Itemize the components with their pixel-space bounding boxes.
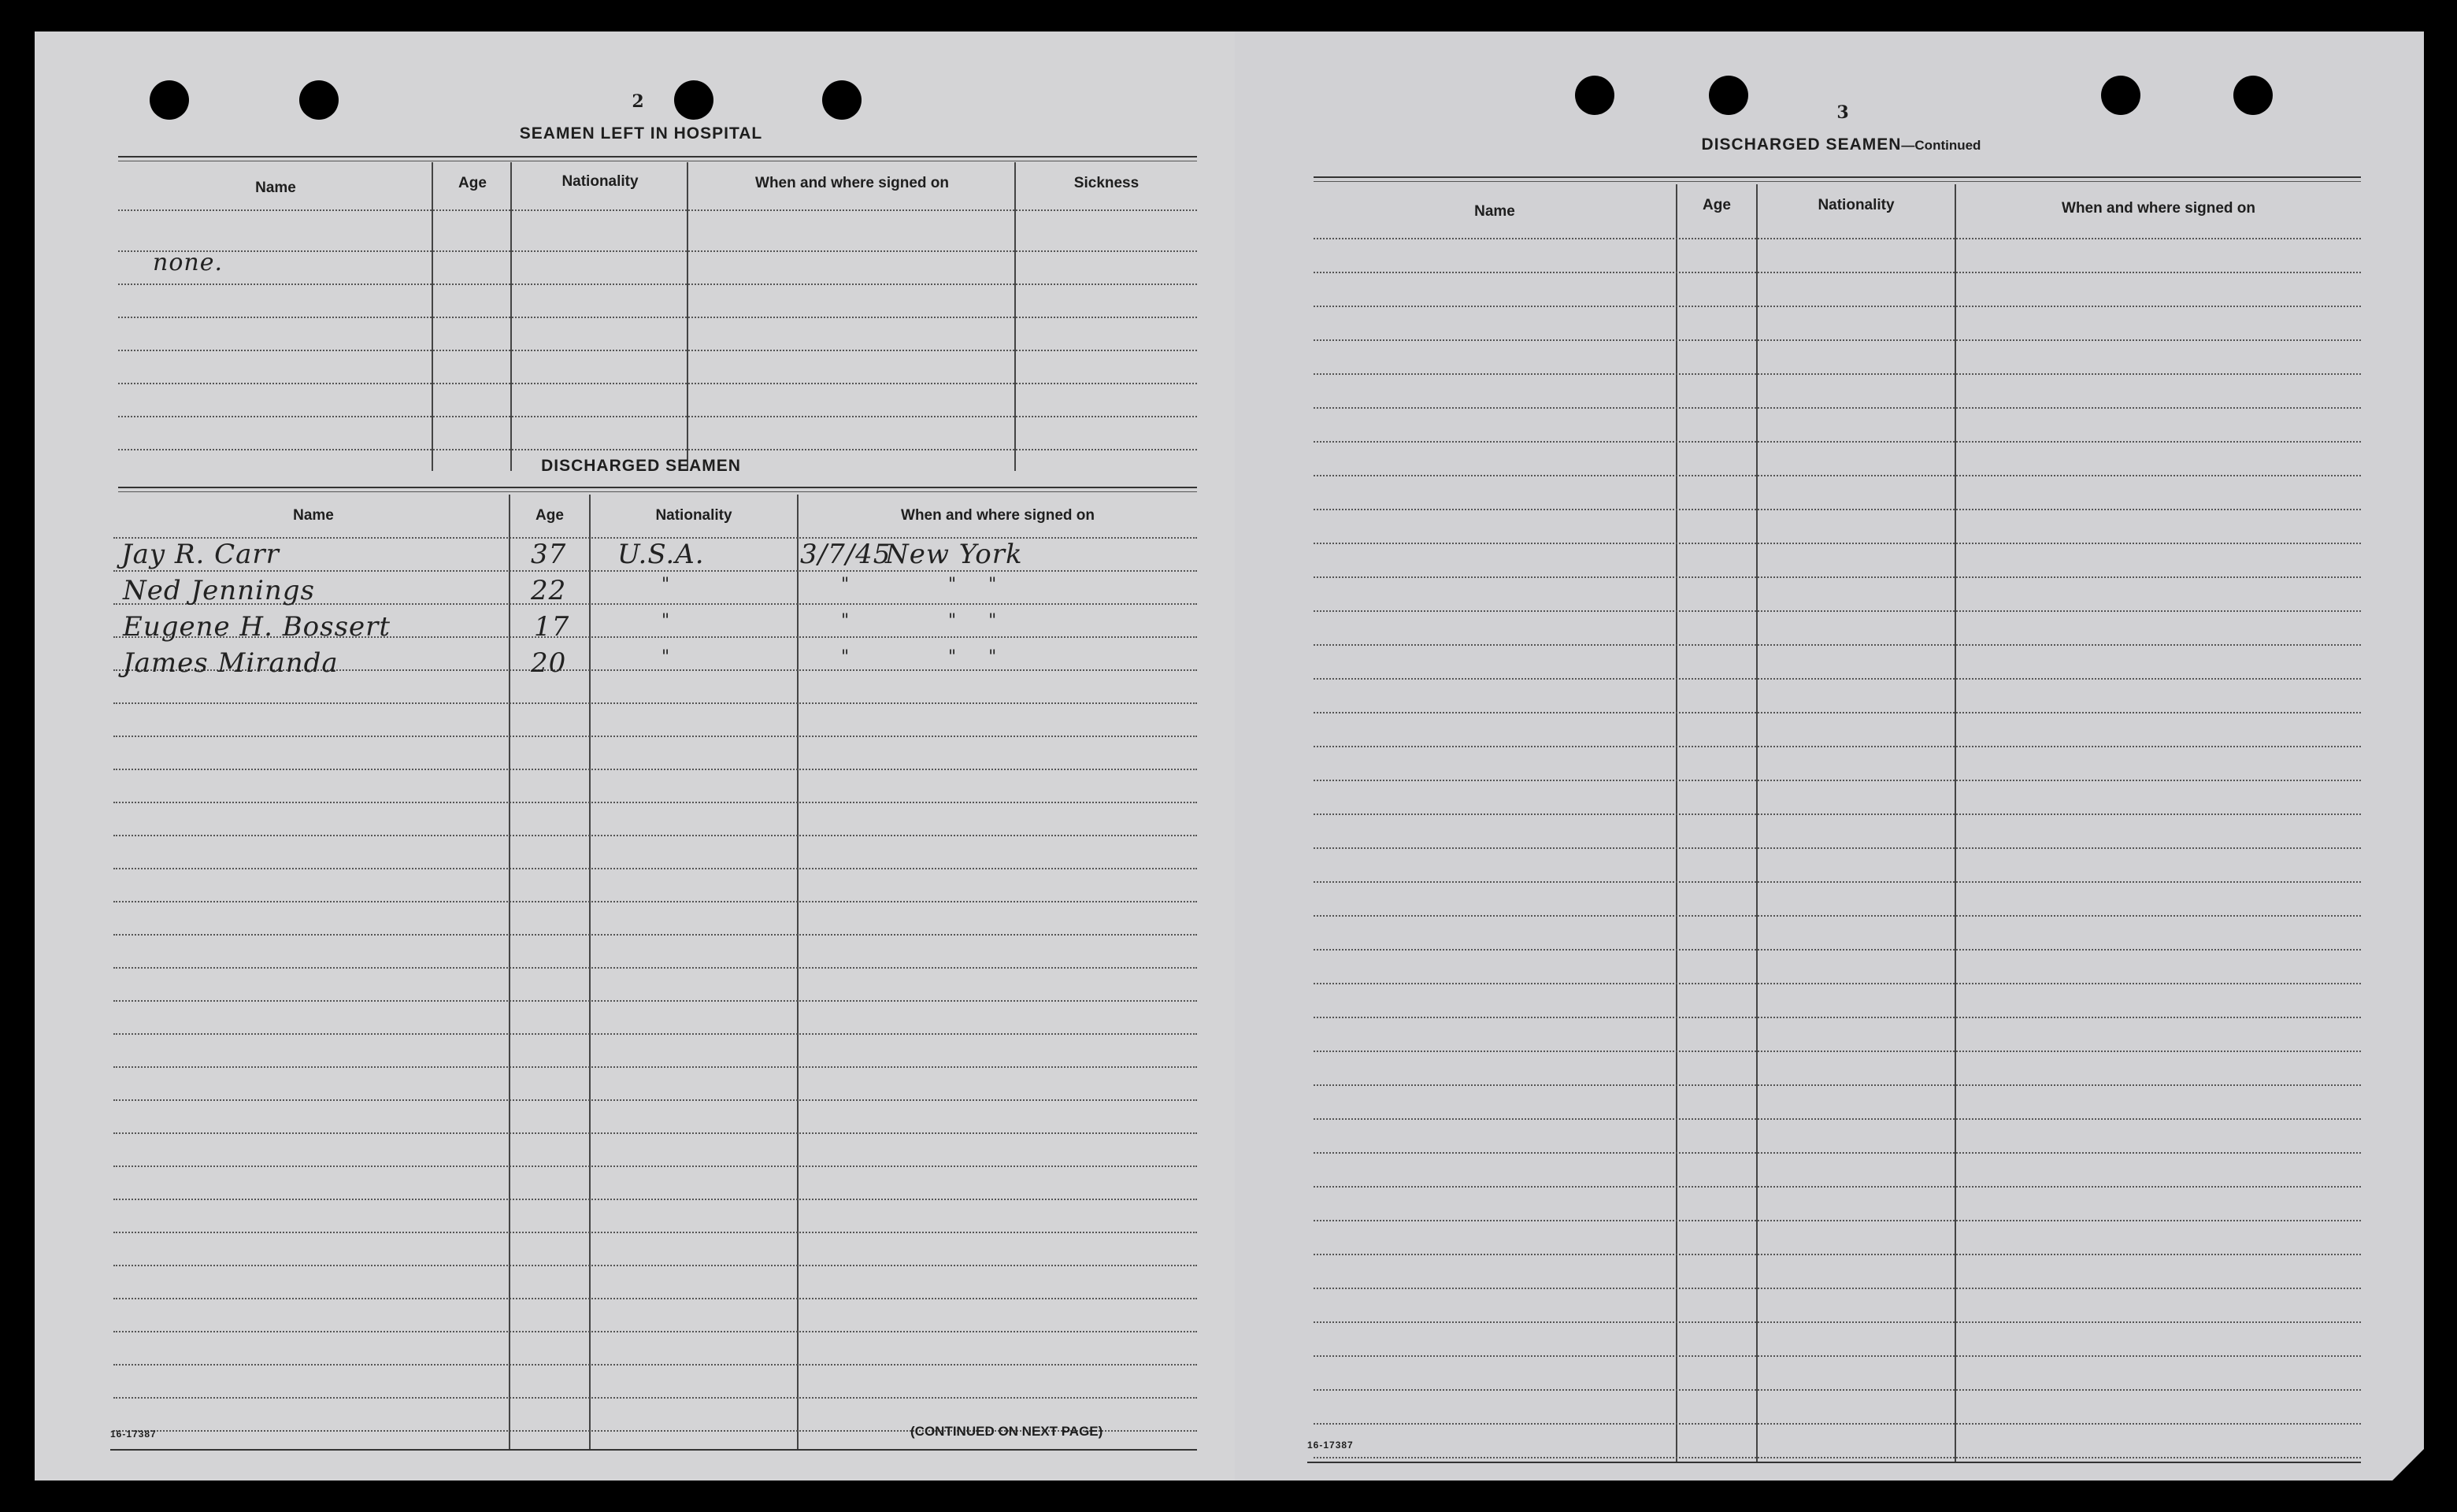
entry-name: Eugene H. Bossert bbox=[123, 611, 391, 643]
row-line bbox=[113, 702, 1197, 704]
row-line bbox=[113, 1364, 1197, 1366]
row-line bbox=[118, 449, 1197, 450]
punch-hole bbox=[1575, 76, 1614, 115]
row-line bbox=[113, 1066, 1197, 1068]
row-line bbox=[1314, 1457, 2361, 1458]
row-line bbox=[1314, 813, 2361, 815]
col-header-age: Age bbox=[536, 507, 564, 524]
row-line bbox=[113, 1265, 1197, 1266]
col-header-sickness: Sickness bbox=[1073, 175, 1140, 191]
col-header-when-where: When and where signed on bbox=[755, 175, 949, 191]
punch-hole bbox=[150, 80, 189, 120]
row-line bbox=[113, 901, 1197, 902]
row-line bbox=[118, 350, 1197, 351]
row-line bbox=[1314, 1152, 2361, 1154]
entry-date: 3/7/45 bbox=[800, 539, 891, 570]
entry-age: 22 bbox=[531, 575, 567, 606]
table-top-rule bbox=[1314, 176, 2361, 178]
entry-nationality: " bbox=[662, 611, 671, 631]
row-line bbox=[1314, 339, 2361, 341]
row-line bbox=[1314, 983, 2361, 984]
row-line bbox=[1314, 1288, 2361, 1289]
col-header-name: Name bbox=[1474, 203, 1515, 220]
col-header-when-where: When and where signed on bbox=[2062, 200, 2255, 217]
row-line bbox=[113, 868, 1197, 869]
column-divider bbox=[1676, 184, 1677, 1462]
entry-age: 17 bbox=[534, 611, 570, 643]
row-line bbox=[118, 416, 1197, 417]
table-bottom-rule bbox=[110, 1449, 1197, 1451]
row-line bbox=[1314, 1423, 2361, 1425]
row-line bbox=[113, 1331, 1197, 1332]
entry-date: " bbox=[841, 611, 850, 631]
row-line bbox=[1314, 1186, 2361, 1188]
hospital-section-title: SEAMEN LEFT IN HOSPITAL bbox=[519, 124, 763, 143]
row-line bbox=[113, 802, 1197, 803]
row-line bbox=[113, 934, 1197, 936]
col-header-age: Age bbox=[1703, 197, 1731, 213]
row-line bbox=[113, 1033, 1197, 1035]
row-line bbox=[118, 383, 1197, 384]
row-line bbox=[113, 1132, 1197, 1134]
entry-nationality: U.S.A. bbox=[617, 539, 705, 570]
column-divider bbox=[1955, 184, 1956, 1462]
row-line bbox=[113, 835, 1197, 836]
table-top-rule bbox=[1314, 181, 2361, 182]
row-line bbox=[1314, 1118, 2361, 1120]
entry-place: " " bbox=[948, 575, 998, 595]
punch-hole bbox=[2101, 76, 2140, 115]
row-line bbox=[1314, 1220, 2361, 1221]
row-line bbox=[1314, 475, 2361, 476]
col-header-nationality: Nationality bbox=[1818, 197, 1895, 213]
row-line bbox=[1314, 1254, 2361, 1255]
punch-hole bbox=[1709, 76, 1748, 115]
entry-place: New York bbox=[885, 539, 1023, 570]
entry-nationality: " bbox=[662, 647, 671, 667]
row-line bbox=[1314, 407, 2361, 409]
hospital-entry-none: none. bbox=[153, 249, 223, 276]
table-top-rule bbox=[118, 156, 1197, 158]
row-line bbox=[1314, 780, 2361, 781]
entry-place: " " bbox=[948, 647, 998, 667]
row-line bbox=[113, 1166, 1197, 1167]
col-header-age: Age bbox=[458, 175, 487, 191]
col-header-name: Name bbox=[293, 507, 334, 524]
row-line bbox=[1314, 915, 2361, 917]
page-number: 3 bbox=[1836, 102, 1849, 123]
col-header-when-where: When and where signed on bbox=[901, 507, 1095, 524]
page-curl bbox=[2392, 1449, 2424, 1480]
row-line bbox=[1314, 576, 2361, 578]
punch-hole bbox=[2233, 76, 2273, 115]
row-line bbox=[1314, 949, 2361, 951]
row-line bbox=[113, 1000, 1197, 1002]
row-line bbox=[1314, 1017, 2361, 1018]
row-line bbox=[113, 967, 1197, 969]
row-line bbox=[1314, 1051, 2361, 1052]
form-number: 16-17387 bbox=[110, 1429, 157, 1440]
entry-name: Jay R. Carr bbox=[121, 539, 280, 570]
right-page bbox=[1235, 32, 2424, 1480]
entry-age: 20 bbox=[531, 647, 567, 679]
row-line bbox=[1314, 746, 2361, 747]
discharged-section-title: DISCHARGED SEAMEN bbox=[541, 457, 741, 475]
form-number: 16-17387 bbox=[1307, 1440, 1354, 1451]
table-bottom-rule bbox=[1307, 1462, 2361, 1463]
row-line bbox=[1314, 644, 2361, 646]
row-line bbox=[113, 1099, 1197, 1101]
continued-note: (CONTINUED ON NEXT PAGE) bbox=[910, 1424, 1103, 1439]
col-header-nationality: Nationality bbox=[655, 507, 732, 524]
row-line bbox=[113, 1199, 1197, 1200]
col-header-name: Name bbox=[255, 180, 296, 196]
entry-date: " bbox=[841, 575, 850, 595]
row-line bbox=[1314, 306, 2361, 307]
discharged-continued-title: DISCHARGED SEAMEN—Continued bbox=[1701, 135, 1981, 154]
col-header-nationality: Nationality bbox=[561, 173, 639, 190]
row-line bbox=[118, 284, 1197, 285]
entry-date: " bbox=[841, 647, 850, 667]
left-page bbox=[35, 32, 1238, 1480]
row-line bbox=[1314, 1084, 2361, 1086]
row-line bbox=[1314, 678, 2361, 680]
column-divider bbox=[1756, 184, 1758, 1462]
row-line bbox=[1314, 1389, 2361, 1391]
row-line bbox=[113, 769, 1197, 770]
entry-name: Ned Jennings bbox=[123, 575, 315, 606]
row-line bbox=[1314, 881, 2361, 883]
row-line bbox=[113, 1397, 1197, 1399]
row-line bbox=[113, 1232, 1197, 1233]
row-line bbox=[1314, 272, 2361, 273]
punch-hole bbox=[822, 80, 862, 120]
row-line bbox=[118, 317, 1197, 318]
row-line bbox=[1314, 847, 2361, 849]
entry-nationality: " bbox=[662, 575, 671, 595]
row-line bbox=[113, 1298, 1197, 1299]
entry-age: 37 bbox=[531, 539, 567, 570]
row-line bbox=[113, 736, 1197, 737]
table-top-rule bbox=[118, 491, 1197, 492]
row-line bbox=[1314, 441, 2361, 443]
row-line bbox=[1314, 238, 2361, 239]
table-top-rule bbox=[118, 487, 1197, 488]
punch-hole bbox=[674, 80, 713, 120]
row-line bbox=[118, 250, 1197, 252]
entry-place: " " bbox=[948, 611, 998, 631]
row-line bbox=[1314, 543, 2361, 544]
row-line bbox=[1314, 1321, 2361, 1323]
row-line bbox=[113, 570, 1197, 572]
row-line bbox=[1314, 712, 2361, 713]
row-line bbox=[118, 209, 1197, 211]
row-line bbox=[1314, 509, 2361, 510]
punch-hole bbox=[299, 80, 339, 120]
row-line bbox=[1314, 610, 2361, 612]
row-line bbox=[1314, 373, 2361, 375]
row-line bbox=[1314, 1355, 2361, 1357]
page-number: 2 bbox=[632, 91, 644, 112]
entry-name: James Miranda bbox=[123, 647, 339, 679]
